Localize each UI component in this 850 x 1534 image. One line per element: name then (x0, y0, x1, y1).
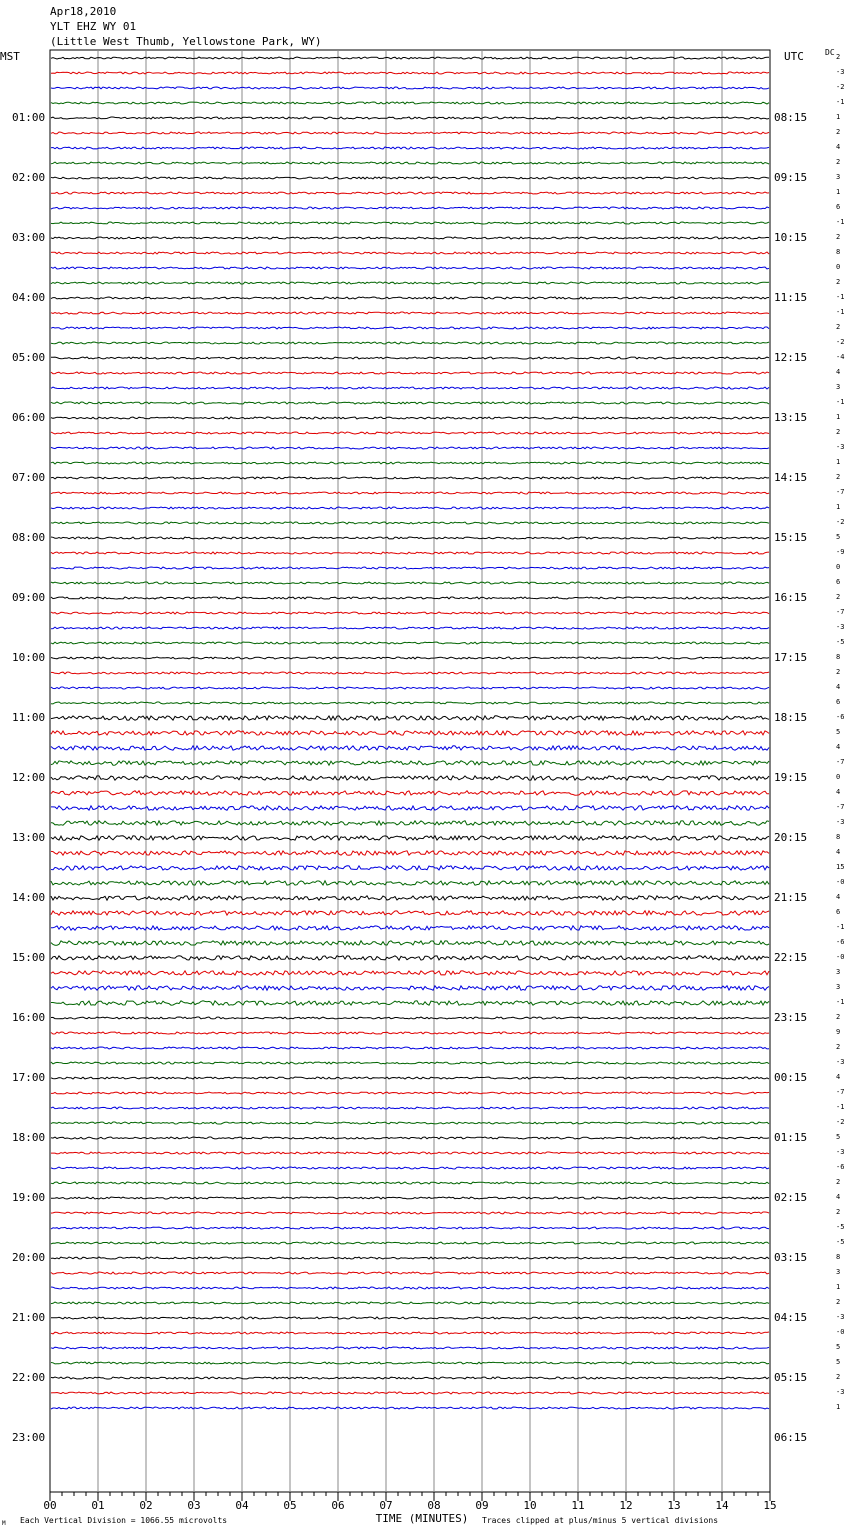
dc-offset-label: -3 (836, 1388, 845, 1396)
x-tick-label: 12 (619, 1499, 633, 1512)
dc-title: DC (825, 48, 835, 57)
seismic-trace (51, 222, 769, 224)
seismic-trace (51, 1107, 769, 1109)
seismic-trace (51, 1077, 769, 1079)
hour-label-mst: 08:00 (12, 531, 46, 544)
seismic-trace (51, 1362, 769, 1364)
plot-grid (50, 50, 770, 1492)
dc-offset-label: 2 (836, 233, 841, 241)
x-tick-label: 06 (331, 1499, 345, 1512)
hour-label-utc: 13:15 (774, 411, 808, 424)
dc-offset-label: -3 (836, 1313, 845, 1321)
seismic-trace (51, 1062, 769, 1064)
seismic-trace (51, 462, 769, 464)
seismic-trace (51, 836, 769, 840)
seismic-trace (51, 417, 769, 419)
seismic-trace (51, 267, 769, 269)
x-tick-label: 08 (427, 1499, 441, 1512)
dc-offset-label: 1 (836, 113, 841, 121)
seismic-trace (51, 1227, 769, 1229)
dc-offset-label: 5 (836, 1358, 841, 1366)
hour-label-mst: 13:00 (12, 831, 46, 844)
seismic-trace (51, 1167, 769, 1169)
seismic-trace (51, 1377, 769, 1379)
hour-label-utc: 03:15 (774, 1251, 808, 1264)
dc-offset-label: -6 (836, 713, 845, 721)
dc-offset-label: 5 (836, 1133, 841, 1141)
dc-offset-label: -7 (836, 488, 845, 496)
seismic-trace (51, 956, 769, 960)
dc-offset-label: 4 (836, 683, 841, 691)
hour-label-mst: 02:00 (12, 171, 46, 184)
seismic-trace (51, 941, 769, 945)
dc-offset-label: -3 (836, 1148, 845, 1156)
dc-offset-label: 1 (836, 1283, 841, 1291)
x-tick-label: 05 (283, 1499, 297, 1512)
x-tick-label: 09 (475, 1499, 489, 1512)
dc-offset-label: 6 (836, 578, 841, 586)
seismic-trace (51, 612, 769, 614)
dc-offset-label: -9 (836, 548, 845, 556)
seismic-trace (51, 1257, 769, 1259)
seismic-trace (51, 657, 769, 659)
hour-label-mst: 12:00 (12, 771, 46, 784)
dc-offset-label: -1 (836, 1103, 845, 1111)
seismic-trace (51, 672, 769, 674)
dc-offset-label: 2 (836, 53, 841, 61)
dc-offset-label: 2 (836, 1178, 841, 1186)
dc-offset-label: -0 (836, 953, 845, 961)
seismic-trace (51, 297, 769, 299)
dc-offset-label: -6 (836, 1163, 845, 1171)
hour-label-mst: 07:00 (12, 471, 46, 484)
x-tick-label: 07 (379, 1499, 393, 1512)
seismic-trace (51, 57, 769, 59)
hour-label-utc: 15:15 (774, 531, 808, 544)
hour-label-mst: 03:00 (12, 231, 46, 244)
dc-offset-label: -1 (836, 398, 845, 406)
seismic-trace (51, 1001, 769, 1005)
x-tick-label: 00 (43, 1499, 57, 1512)
hour-label-utc: 05:15 (774, 1371, 808, 1384)
dc-offset-label: 3 (836, 983, 841, 991)
footer-vertical-division: Each Vertical Division = 1066.55 microvolts (20, 1516, 228, 1525)
hour-label-mst: 20:00 (12, 1251, 46, 1264)
dc-offset-label: 8 (836, 653, 841, 661)
dc-offset-label: -3 (836, 623, 845, 631)
dc-offset-label: 4 (836, 743, 841, 751)
x-axis-label: TIME (MINUTES) (375, 1512, 469, 1525)
seismic-trace (51, 102, 769, 104)
seismic-trace (51, 177, 769, 179)
dc-offset-label: -6 (836, 938, 845, 946)
dc-offset-label: 3 (836, 383, 841, 391)
hour-label-mst: 05:00 (12, 351, 46, 364)
trace-group (51, 57, 769, 1409)
dc-offset-label: 1 (836, 1403, 841, 1411)
dc-offset-label: 8 (836, 833, 841, 841)
right-axis-title: UTC (784, 50, 804, 63)
dc-offset-label: 2 (836, 1043, 841, 1051)
hour-label-mst: 11:00 (12, 711, 46, 724)
dc-offset-label: 3 (836, 1268, 841, 1276)
dc-offset-label: -7 (836, 608, 845, 616)
seismic-trace (51, 851, 769, 855)
header-station: YLT EHZ WY 01 (50, 20, 137, 33)
seismic-trace (51, 1392, 769, 1394)
dc-offset-label: -2 (836, 1118, 845, 1126)
hour-label-utc: 12:15 (774, 351, 808, 364)
seismic-trace (51, 1047, 769, 1049)
dc-offset-label: 4 (836, 788, 841, 796)
footer-clip-note: Traces clipped at plus/minus 5 vertical divisions (482, 1516, 719, 1525)
x-axis-ticks (43, 1492, 776, 1512)
dc-offset-label: 2 (836, 668, 841, 676)
seismic-trace (51, 72, 769, 74)
dc-offset-label: -0 (836, 878, 845, 886)
hour-label-utc: 20:15 (774, 831, 808, 844)
seismic-trace (51, 1302, 769, 1304)
dc-offset-label: -5 (836, 638, 845, 646)
seismic-trace (51, 372, 769, 374)
dc-offset-label: 6 (836, 698, 841, 706)
dc-offset-label: 1 (836, 458, 841, 466)
hour-label-utc: 19:15 (774, 771, 808, 784)
dc-offset-label: 4 (836, 368, 841, 376)
seismic-trace (51, 192, 769, 194)
x-tick-label: 03 (187, 1499, 201, 1512)
x-tick-label: 02 (139, 1499, 153, 1512)
hour-label-mst: 06:00 (12, 411, 46, 424)
dc-offset-label: -1 (836, 293, 845, 301)
hour-label-mst: 15:00 (12, 951, 46, 964)
dc-offset-label: -1 (836, 98, 845, 106)
seismic-trace (51, 1332, 769, 1334)
hour-label-mst: 22:00 (12, 1371, 46, 1384)
seismic-trace (51, 567, 769, 569)
seismic-trace (51, 1017, 769, 1019)
dc-offset-label: 8 (836, 248, 841, 256)
dc-offset-label: 2 (836, 158, 841, 166)
seismic-trace (51, 432, 769, 434)
dc-offset-label: 2 (836, 473, 841, 481)
seismic-trace (51, 761, 769, 765)
seismic-trace (51, 986, 769, 990)
hour-label-mst: 09:00 (12, 591, 46, 604)
dc-offset-label: -7 (836, 1088, 845, 1096)
dc-offset-label: -7 (836, 758, 845, 766)
hour-label-mst: 01:00 (12, 111, 46, 124)
hour-label-utc: 04:15 (774, 1311, 808, 1324)
dc-offset-label: 2 (836, 1208, 841, 1216)
x-tick-label: 15 (763, 1499, 777, 1512)
dc-offset-label: 2 (836, 278, 841, 286)
seismic-trace (51, 866, 769, 870)
dc-offset-label: 2 (836, 323, 841, 331)
seismic-trace (51, 1182, 769, 1184)
dc-offset-label: -7 (836, 803, 845, 811)
x-tick-label: 04 (235, 1499, 249, 1512)
dc-offset-label: 5 (836, 728, 841, 736)
seismic-trace (51, 1407, 769, 1409)
hour-label-utc: 21:15 (774, 891, 808, 904)
seismic-trace (51, 1242, 769, 1244)
dc-offset-label: 0 (836, 263, 841, 271)
seismic-trace (51, 881, 769, 885)
dc-offset-label: -3 (836, 68, 845, 76)
hour-label-utc: 00:15 (774, 1071, 808, 1084)
seismic-trace (51, 1032, 769, 1034)
dc-offset-label: 6 (836, 908, 841, 916)
dc-offset-label: 2 (836, 1013, 841, 1021)
dc-offset-label: 6 (836, 203, 841, 211)
seismic-trace (51, 117, 769, 119)
seismic-trace (51, 926, 769, 930)
seismic-trace (51, 1317, 769, 1319)
dc-offset-label: 4 (836, 1193, 841, 1201)
dc-offset-label: 5 (836, 1343, 841, 1351)
hour-label-utc: 01:15 (774, 1131, 808, 1144)
dc-offset-label: 4 (836, 893, 841, 901)
dc-offset-label: 2 (836, 128, 841, 136)
seismic-trace (51, 477, 769, 479)
hour-label-mst: 23:00 (12, 1431, 46, 1444)
dc-offset-label: 2 (836, 1298, 841, 1306)
seismic-trace (51, 522, 769, 524)
hour-label-mst: 21:00 (12, 1311, 46, 1324)
hour-label-mst: 14:00 (12, 891, 46, 904)
seismic-trace (51, 1137, 769, 1139)
plot-frame (50, 50, 770, 1492)
dc-offset-label: -1 (836, 308, 845, 316)
seismic-trace (51, 687, 769, 689)
seismic-trace (51, 342, 769, 344)
x-tick-label: 10 (523, 1499, 537, 1512)
seismic-trace (51, 702, 769, 704)
dc-offset-label: 0 (836, 563, 841, 571)
seismic-trace (51, 896, 769, 900)
seismic-trace (51, 971, 769, 975)
hour-label-mst: 04:00 (12, 291, 46, 304)
hour-label-utc: 06:15 (774, 1431, 808, 1444)
dc-offset-label: 2 (836, 1373, 841, 1381)
seismic-trace (51, 447, 769, 449)
dc-offset-label: 9 (836, 1028, 841, 1036)
dc-offset-label: 1 (836, 413, 841, 421)
seismic-trace (51, 911, 769, 915)
footer-corner-mark: M (2, 1520, 6, 1527)
dc-offset-label: -4 (836, 353, 845, 361)
dc-offset-label: -3 (836, 443, 845, 451)
dc-offset-label: 4 (836, 848, 841, 856)
seismic-trace (51, 1197, 769, 1199)
hour-label-utc: 09:15 (774, 171, 808, 184)
dc-offset-label: -3 (836, 818, 845, 826)
hour-label-utc: 02:15 (774, 1191, 808, 1204)
hour-label-mst: 10:00 (12, 651, 46, 664)
x-tick-label: 14 (715, 1499, 729, 1512)
seismic-trace (51, 237, 769, 239)
x-tick-label: 11 (571, 1499, 585, 1512)
header-date: Apr18,2010 (50, 5, 117, 18)
seismic-trace (51, 552, 769, 554)
dc-offset-label: -1 (836, 218, 845, 226)
hour-label-utc: 14:15 (774, 471, 808, 484)
dc-offset-label: -2 (836, 83, 845, 91)
seismic-trace (51, 537, 769, 539)
seismic-trace (51, 1272, 769, 1274)
seismic-trace (51, 627, 769, 629)
seismic-trace (51, 1287, 769, 1289)
hour-label-utc: 23:15 (774, 1011, 808, 1024)
dc-offset-label: 2 (836, 428, 841, 436)
seismic-trace (51, 357, 769, 359)
seismic-trace (51, 87, 769, 89)
seismic-trace (51, 132, 769, 134)
dc-offset-label: 8 (836, 1253, 841, 1261)
seismic-trace (51, 597, 769, 599)
dc-offset-label: -1 (836, 998, 845, 1006)
seismic-trace (51, 387, 769, 389)
dc-offset-label: -5 (836, 1238, 845, 1246)
seismic-trace (51, 1152, 769, 1154)
dc-offset-label: 3 (836, 173, 841, 181)
seismic-trace (51, 207, 769, 209)
hour-label-mst: 17:00 (12, 1071, 46, 1084)
seismic-trace (51, 147, 769, 149)
hour-label-mst: 19:00 (12, 1191, 46, 1204)
dc-offset-label: -2 (836, 338, 845, 346)
hour-label-utc: 22:15 (774, 951, 808, 964)
seismic-trace (51, 1092, 769, 1094)
hour-label-utc: 16:15 (774, 591, 808, 604)
x-tick-label: 01 (91, 1499, 105, 1512)
hour-label-utc: 11:15 (774, 291, 808, 304)
dc-offset-label: 1 (836, 503, 841, 511)
dc-offset-label: 2 (836, 593, 841, 601)
seismic-trace (51, 1212, 769, 1214)
seismic-trace (51, 327, 769, 329)
dc-offset-label: -1 (836, 923, 845, 931)
dc-offset-label: 15 (836, 863, 845, 871)
seismic-trace (51, 1347, 769, 1349)
seismic-trace (51, 162, 769, 164)
dc-offset-label: -2 (836, 518, 845, 526)
header-location: (Little West Thumb, Yellowstone Park, WY) (50, 35, 322, 48)
seismic-trace (51, 716, 769, 720)
seismic-trace (51, 776, 769, 780)
seismic-trace (51, 821, 769, 825)
seismic-trace (51, 492, 769, 494)
seismic-trace (51, 402, 769, 404)
seismic-trace (51, 731, 769, 735)
seismic-trace (51, 1122, 769, 1124)
dc-offset-label: 1 (836, 188, 841, 196)
hour-label-utc: 18:15 (774, 711, 808, 724)
seismic-trace (51, 791, 769, 795)
hour-label-utc: 17:15 (774, 651, 808, 664)
left-axis-title: MST (0, 50, 20, 63)
seismic-trace (51, 806, 769, 810)
dc-offset-label: 4 (836, 1073, 841, 1081)
seismic-trace (51, 746, 769, 750)
seismic-trace (51, 252, 769, 254)
dc-offset-label: 4 (836, 143, 841, 151)
dc-offset-label: 5 (836, 533, 841, 541)
dc-offset-label: 3 (836, 968, 841, 976)
hour-label-mst: 16:00 (12, 1011, 46, 1024)
dc-offset-label: -0 (836, 1328, 845, 1336)
x-tick-label: 13 (667, 1499, 681, 1512)
seismic-trace (51, 312, 769, 314)
seismic-trace (51, 507, 769, 509)
dc-offset-label: -5 (836, 1223, 845, 1231)
seismic-trace (51, 642, 769, 644)
seismic-trace (51, 282, 769, 284)
dc-offset-label: 0 (836, 773, 841, 781)
dc-offset-label: -3 (836, 1058, 845, 1066)
hour-label-utc: 08:15 (774, 111, 808, 124)
hour-label-utc: 10:15 (774, 231, 808, 244)
hour-label-mst: 18:00 (12, 1131, 46, 1144)
seismic-trace (51, 582, 769, 584)
